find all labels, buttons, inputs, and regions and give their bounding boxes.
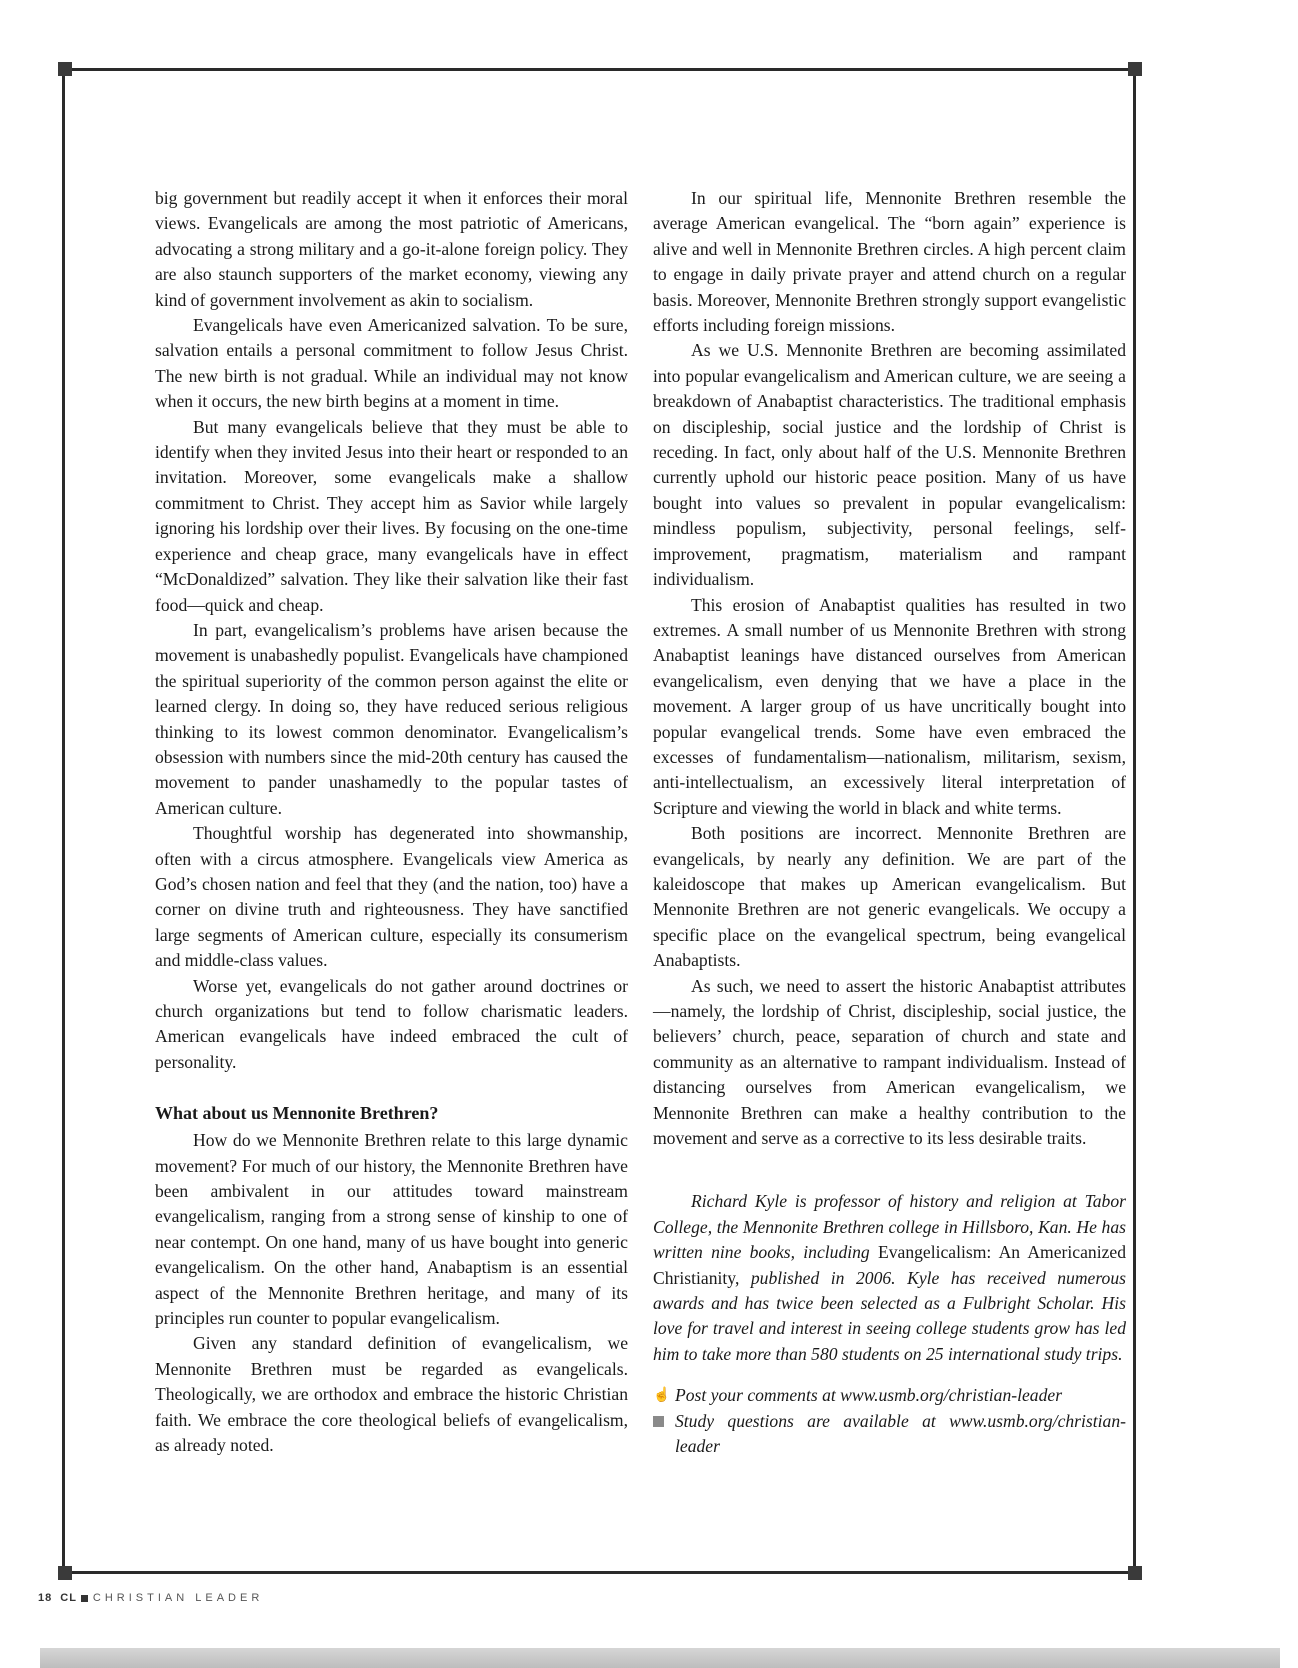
frame-right-rule	[1133, 68, 1136, 1574]
frame-corner-bottom-left	[58, 1566, 72, 1580]
web-note	[653, 1383, 1126, 1408]
article-left-column	[155, 186, 628, 1459]
paragraph: Both positions are incorrect. Mennonite Brethren are evangelicals, by nearly any definition. We are part of the kaleidoscope that makes up American evangelicalism. But Mennonite Brethren are not generic evangelicals. We occupy a specific place on the evangelical spectrum, being evangelical Anabaptists.	[653, 823, 1126, 971]
web-notes	[653, 1383, 1126, 1459]
bio-text: Richard Kyle is professor of history and religion at Tabor College, the Mennonite Brethren college in Hillsboro, Kan. He has written nine books, including	[653, 1191, 1126, 1263]
paragraph: In our spiritual life, Mennonite Brethren resemble the average American evangelical. The “born again” experience is alive and well in Mennonite Brethren circles. A high percent claim to engage in daily private prayer and attend church on a regular basis. Moreover, Mennonite Brethren strongly support evangelistic efforts including foreign missions.	[653, 188, 1126, 336]
frame-top-rule	[60, 68, 1137, 71]
paragraph: But many evangelicals believe that they must be able to identify when they invited Jesus into their heart or responded to an invitation. Moreover, some evangelicals make a shallow commitment to Christ. They accept him as Savior while largely ignoring his lordship over their lives. By focusing on the one-time experience and cheap grace, many evangelicals have in effect “McDonaldized” salvation. They like their salvation like their fast food—quick and cheap.	[155, 416, 628, 615]
mouse-pointer-icon: ☝	[653, 1388, 671, 1404]
page-footer	[38, 1592, 263, 1604]
web-note-text: Study questions are available at www.usmb.org/christian-leader	[675, 1410, 1126, 1457]
publication-name: CHRISTIAN LEADER	[92, 1592, 264, 1604]
bio-book-title: Evangelicalism: An Americanized Christianity,	[653, 1242, 1126, 1288]
paragraph: Worse yet, evangelicals do not gather around doctrines or church organizations but tend to follow charismatic leaders. American evangelicals have indeed embraced the cult of personality.	[155, 975, 628, 1072]
web-note-text: Post your comments at www.usmb.org/christian-leader	[675, 1385, 1063, 1406]
paragraph: How do we Mennonite Brethren relate to this large dynamic movement? For much of our history, the Mennonite Brethren have been ambivalent in our attitudes toward mainstream evangelicalism, ranging from a strong sense of kinship to one of near contempt. On one hand, many of us have bought into generic evangelicalism. On the other hand, Anabaptism is an essential aspect of the Mennonite Brethren heritage, and many of its principles run counter to popular evangelicalism.	[155, 1130, 628, 1329]
scan-edge-band	[40, 1648, 1280, 1668]
square-icon	[653, 1409, 669, 1436]
article-right-column	[653, 186, 1126, 1460]
footer-square-icon	[81, 1595, 88, 1602]
paragraph: Given any standard definition of evangelicalism, we Mennonite Brethren must be regarded as evangelicals. Theologically, we are orthodox and embrace the historic Christian faith. We embrace the core theological beliefs of evangelicalism, as already noted.	[155, 1333, 628, 1456]
frame-bottom-rule	[60, 1571, 1137, 1574]
page-number: 18	[38, 1592, 53, 1604]
paragraph: Evangelicals have even Americanized salvation. To be sure, salvation entails a personal commitment to follow Jesus Christ. The new birth is not gradual. While an individual may not know when it occurs, the new birth begins at a moment in time.	[155, 315, 628, 412]
paragraph: As such, we need to assert the historic Anabaptist attributes—namely, the lordship of Christ, discipleship, social justice, the believers’ church, peace, separation of church and state and community as an alternative to rampant individualism. Instead of distancing ourselves from American evangelicalism, we Mennonite Brethren can make a healthy contribution to the movement and serve as a corrective to its less desirable traits.	[653, 975, 1126, 1149]
paragraph: Thoughtful worship has degenerated into showmanship, often with a circus atmosphere. Evangelicals view America as God’s chosen nation and feel that they (and the nation, too) have a corner on divine truth and righteousness. They have sanctified large segments of American culture, especially its consumerism and middle-class values.	[155, 823, 628, 971]
author-bio	[653, 1189, 1126, 1367]
frame-corner-top-left	[58, 62, 72, 76]
frame-corner-bottom-right	[1128, 1566, 1142, 1580]
paragraph: This erosion of Anabaptist qualities has resulted in two extremes. A small number of us Mennonite Brethren with strong Anabaptist leanings have distanced ourselves from American evangelicalism, even denying that we have a place in the movement. A larger group of us have uncritically bought into popular evangelical trends. Some have even embraced the excesses of fundamentalism—nationalism, militarism, sexism, anti-intellectualism, an excessively literal interpretation of Scripture and viewing the world in black and white terms.	[653, 594, 1126, 818]
publication-abbrev: CL	[60, 1592, 77, 1604]
bio-text: published in 2006. Kyle has received numerous awards and has twice been selected as a Fulbright Scholar. His love for travel and interest in seeing college students grow has led him to take more than 580 students on 25 international study trips.	[653, 1267, 1126, 1364]
section-heading: What about us Mennonite Brethren?	[155, 1103, 439, 1124]
paragraph: big government but readily accept it when it enforces their moral views. Evangelicals are among the most patriotic of Americans, advocating a strong military and a go-it-alone foreign policy. They are also staunch supporters of the market economy, viewing any kind of government involvement as akin to socialism.	[155, 188, 628, 310]
frame-corner-top-right	[1128, 62, 1142, 76]
web-note	[653, 1409, 1126, 1460]
frame-left-rule	[62, 68, 65, 1574]
paragraph: In part, evangelicalism’s problems have arisen because the movement is unabashedly populist. Evangelicals have championed the spiritual superiority of the common person against the elite or learned clergy. In doing so, they have reduced serious religious thinking to its lowest common denominator. Evangelicalism’s obsession with numbers since the mid-20th century has caused the movement to pander unashamedly to the popular tastes of American culture.	[155, 619, 628, 818]
paragraph: As we U.S. Mennonite Brethren are becoming assimilated into popular evangelicalism and American culture, we are seeing a breakdown of Anabaptist characteristics. The traditional emphasis on discipleship, social justice and the lordship of Christ is receding. In fact, only about half of the U.S. Mennonite Brethren currently uphold our historic peace position. Many of us have bought into values so prevalent in popular evangelicalism: mindless populism, subjectivity, personal feelings, self-improvement, pragmatism, materialism and rampant individualism.	[653, 340, 1126, 590]
